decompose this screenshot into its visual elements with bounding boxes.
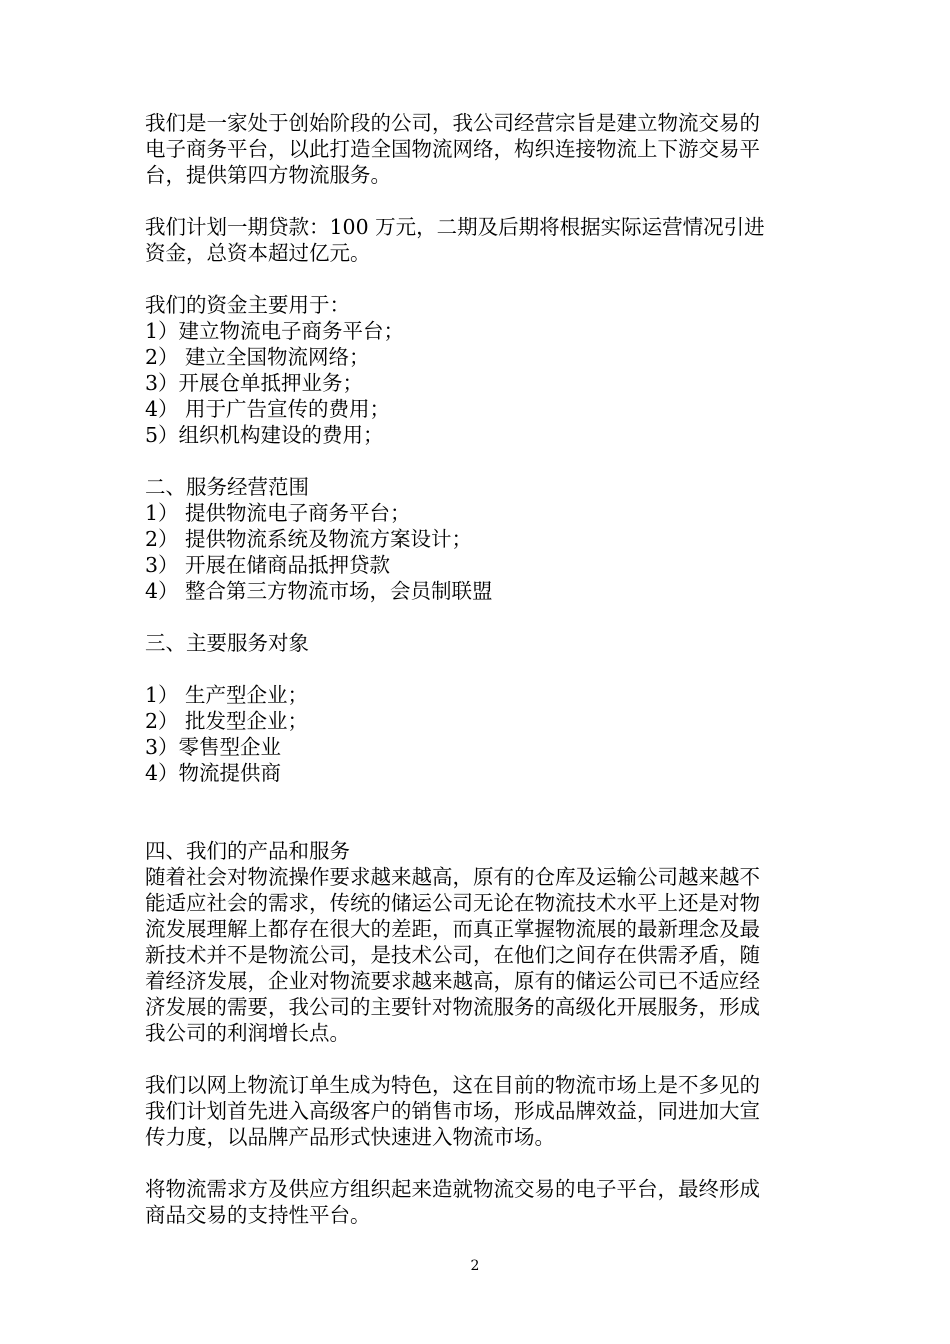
text-line: 商品交易的支持性平台。 [145, 1203, 371, 1227]
loan-paragraph [145, 214, 815, 266]
paragraph-gap [145, 266, 815, 292]
text-line: 资金，总资本超过亿元。 [145, 241, 371, 265]
paragraph-gap [145, 1150, 815, 1176]
section-heading: 四、我们的产品和服务 [145, 839, 350, 863]
service-targets-section [145, 630, 815, 786]
paragraph-gap [145, 448, 815, 474]
text-line: 着经济发展，企业对物流要求越来越高，原有的储运公司已不适应经 [145, 969, 760, 993]
text-line: 传力度，以品牌产品形式快速进入物流市场。 [145, 1125, 555, 1149]
text-line: 随着社会对物流操作要求越来越高，原有的仓库及运输公司越来越不 [145, 865, 760, 889]
paragraph-gap [145, 604, 815, 630]
list-item: 2） 建立全国物流网络； [145, 345, 370, 369]
document-page [145, 110, 815, 1228]
list-item: 3） 开展在储商品抵押贷款 [145, 553, 391, 577]
products-section [145, 838, 815, 1228]
paragraph-gap [145, 1046, 815, 1072]
section-heading: 二、服务经营范围 [145, 475, 309, 499]
list-item: 5）组织机构建设的费用； [145, 423, 384, 447]
text-line: 能适应社会的需求，传统的储运公司无论在物流技术水平上还是对物 [145, 891, 760, 915]
text-line: 我们以网上物流订单生成为特色，这在目前的物流市场上是不多见的 [145, 1073, 760, 1097]
paragraph-gap [145, 188, 815, 214]
list-item: 1）建立物流电子商务平台； [145, 319, 405, 343]
service-scope-section [145, 474, 815, 604]
paragraph-gap [145, 656, 815, 682]
list-item: 4） 整合第三方物流市场，会员制联盟 [145, 579, 493, 603]
funds-heading: 我们的资金主要用于： [145, 293, 350, 317]
text-line: 济发展的需要，我公司的主要针对物流服务的高级化开展服务，形成 [145, 995, 760, 1019]
text-line: 我们计划首先进入高级客户的销售市场，形成品牌效益，同进加大宣 [145, 1099, 760, 1123]
text-line: 台，提供第四方物流服务。 [145, 163, 391, 187]
list-item: 1） 提供物流电子商务平台； [145, 501, 411, 525]
paragraph-gap [145, 786, 815, 812]
list-item: 2） 批发型企业； [145, 709, 309, 733]
list-item: 3）零售型企业 [145, 735, 282, 759]
text-line: 将物流需求方及供应方组织起来造就物流交易的电子平台，最终形成 [145, 1177, 760, 1201]
list-item: 3）开展仓单抵押业务； [145, 371, 364, 395]
text-line: 我们计划一期贷款：100 万元，二期及后期将根据实际运营情况引进 [145, 215, 765, 239]
text-line: 我公司的利润增长点。 [145, 1021, 350, 1045]
text-line: 新技术并不是物流公司，是技术公司，在他们之间存在供需矛盾，随 [145, 943, 760, 967]
page-number: 2 [470, 1258, 480, 1274]
funds-section [145, 292, 815, 448]
text-line: 我们是一家处于创始阶段的公司，我公司经营宗旨是建立物流交易的 [145, 111, 760, 135]
text-line: 电子商务平台，以此打造全国物流网络，构织连接物流上下游交易平 [145, 137, 760, 161]
intro-paragraph [145, 110, 815, 188]
list-item: 4）物流提供商 [145, 761, 282, 785]
list-item: 4） 用于广告宣传的费用； [145, 397, 391, 421]
list-item: 1） 生产型企业； [145, 683, 309, 707]
list-item: 2） 提供物流系统及物流方案设计； [145, 527, 473, 551]
paragraph-gap [145, 812, 815, 838]
text-line: 流发展理解上都存在很大的差距，而真正掌握物流展的最新理念及最 [145, 917, 760, 941]
section-heading: 三、主要服务对象 [145, 631, 309, 655]
